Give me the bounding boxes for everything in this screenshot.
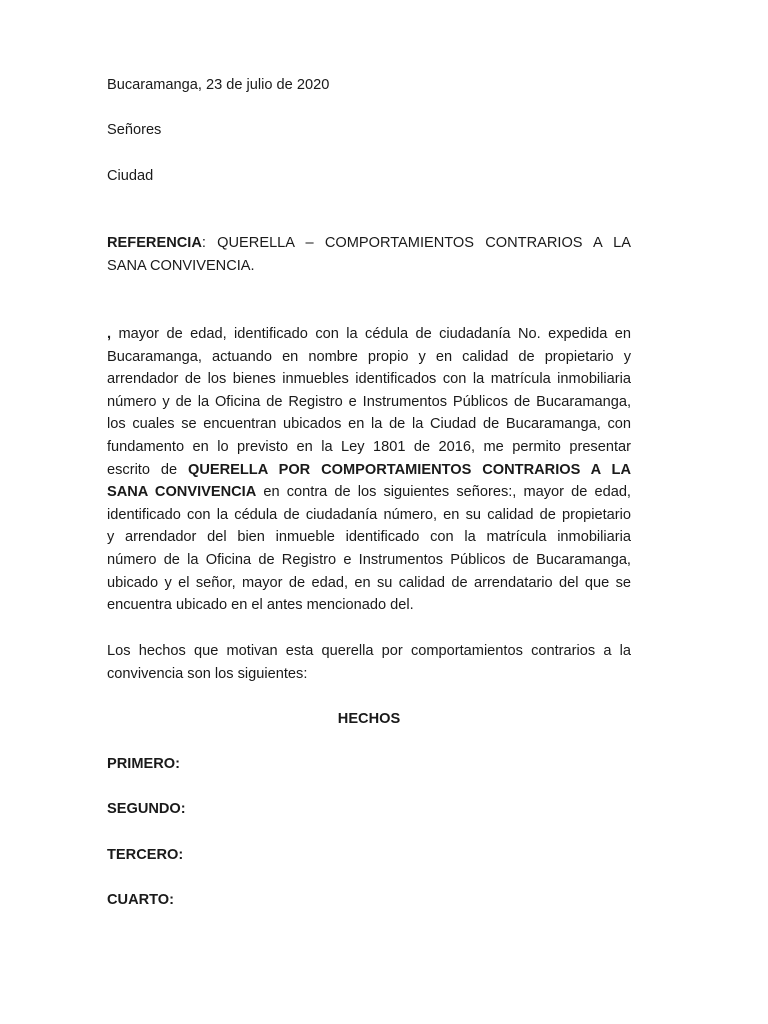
body-line: y arrendador del bien inmueble identificado con la matrícula inmobiliaria: [107, 529, 631, 546]
body-line: [107, 481, 631, 504]
body-line: encuentra ubicado en el antes mencionado del.: [107, 597, 414, 614]
body-line: [107, 459, 631, 482]
place-date: Bucaramanga, 23 de julio de 2020: [107, 77, 330, 93]
body-line: ubicado y el señor, mayor de edad, en su calidad de arrendatario del que se: [107, 574, 631, 591]
reference-text: : QUERELLA – COMPORTAMIENTOS CONTRARIOS A LA: [201, 235, 631, 251]
hechos-heading: HECHOS: [337, 711, 401, 727]
salutation: Señores: [107, 122, 162, 138]
body-text: mayor de edad, identificado con la cédula de ciudadanía No. expedida en: [111, 326, 631, 342]
querella-title: QUERELLA POR COMPORTAMIENTOS CONTRARIOS A LA: [187, 461, 631, 478]
hechos-intro-line-2: convivencia son los siguientes:: [107, 665, 308, 682]
body-line: [107, 323, 631, 346]
body-text: escrito de: [107, 461, 188, 478]
hecho-tercero: TERCERO:: [107, 847, 184, 863]
body-comma: ,: [107, 326, 112, 342]
hechos-intro-line-1: Los hechos que motivan esta querella por comportamientos contrarios a la: [107, 643, 631, 659]
body-line: número de la Oficina de Registro e Instrumentos Públicos de Bucaramanga,: [107, 551, 631, 568]
hecho-primero: PRIMERO:: [107, 756, 180, 772]
reference-line-2: SANA CONVIVENCIA.: [107, 257, 255, 274]
body-line: fundamento en lo previsto en la Ley 1801 de 2016, me permito presentar: [107, 438, 631, 455]
body-text: en contra de los siguientes señores:, mayor de edad,: [256, 484, 631, 501]
hecho-segundo: SEGUNDO:: [107, 801, 186, 817]
body-paragraph: [107, 323, 631, 617]
city: Ciudad: [107, 168, 154, 184]
reference-label: REFERENCIA: [107, 235, 202, 251]
body-line: arrendador de los bienes inmuebles identificados con la matrícula inmobiliaria: [107, 371, 631, 388]
body-line: los cuales se encuentran ubicados en la de la Ciudad de Bucaramanga, con: [107, 416, 631, 433]
body-line: número y de la Oficina de Registro e Instrumentos Públicos de Bucaramanga,: [107, 393, 631, 410]
body-line: identificado con la cédula de ciudadanía número, en su calidad de propietario: [107, 506, 631, 523]
reference-line-1: [107, 232, 631, 255]
querella-title-cont: SANA CONVIVENCIA: [107, 484, 257, 501]
body-line: Bucaramanga, actuando en nombre propio y en calidad de propietario y: [107, 348, 631, 365]
reference-block: [107, 232, 631, 277]
hecho-cuarto: CUARTO:: [107, 892, 175, 908]
hechos-intro: [107, 640, 631, 685]
